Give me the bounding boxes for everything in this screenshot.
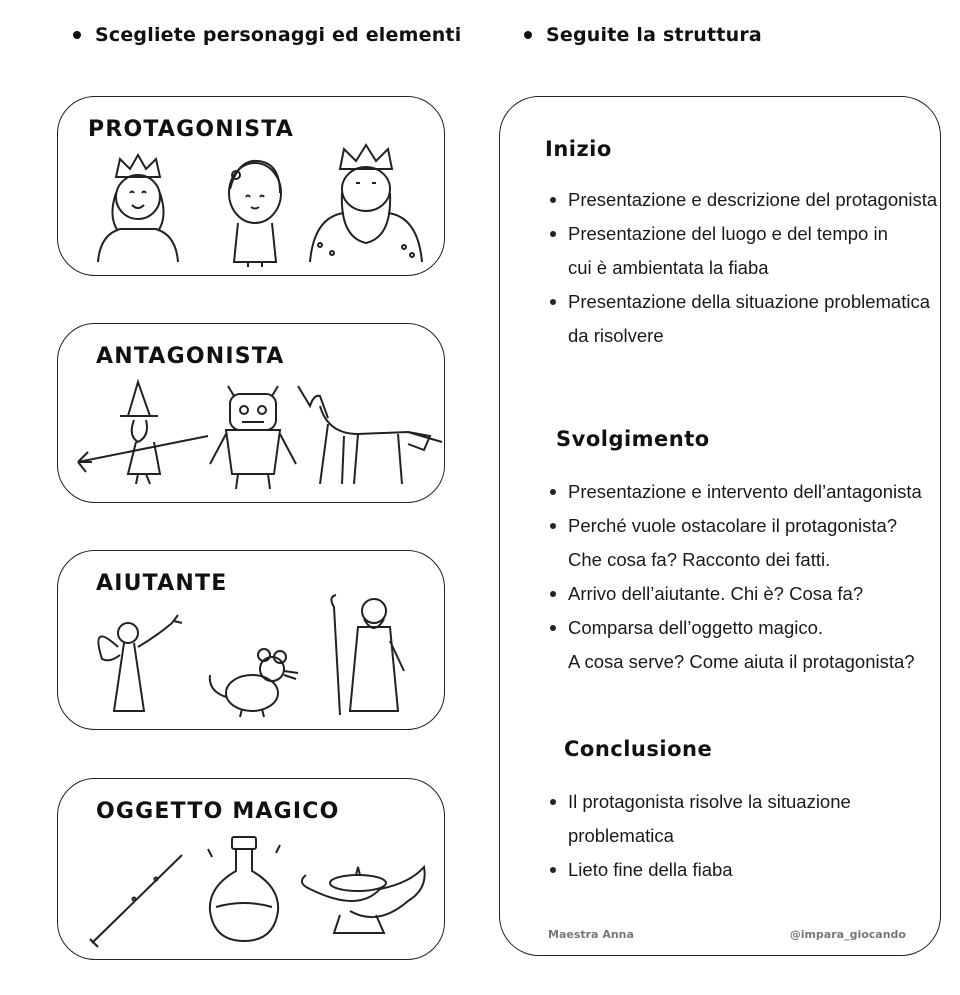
list-item: Arrivo dell’aiutante. Chi è? Cosa fa? — [548, 577, 922, 611]
header-right — [524, 24, 762, 46]
card-protagonista — [57, 96, 445, 276]
monster-icon — [210, 386, 296, 489]
bullet-dot — [73, 31, 81, 39]
header-left-text: Scegliete personaggi ed elementi — [95, 24, 462, 46]
list-item: Perché vuole ostacolare il protagonista? Che cosa fa? Racconto dei fatti. — [548, 509, 922, 577]
fairy-icon — [98, 615, 182, 711]
structure-panel — [499, 96, 941, 956]
list-item: Presentazione e descrizione del protagonista — [548, 183, 937, 217]
header-right-text: Seguite la struttura — [546, 24, 762, 46]
section-title-conclusione: Conclusione — [564, 737, 713, 761]
mouse-icon — [210, 649, 298, 717]
girl-icon — [229, 161, 281, 267]
witch-on-broom-icon — [78, 382, 208, 484]
footer-author: Maestra Anna — [548, 928, 634, 941]
potion-bottle-icon — [208, 837, 280, 941]
list-svolgimento — [548, 475, 922, 679]
list-item: Il protagonista risolve la situazione problematica — [548, 785, 851, 853]
header-left — [73, 24, 461, 46]
old-man-with-staff-icon — [331, 595, 404, 715]
list-conclusione — [548, 785, 851, 887]
wolf-icon — [298, 386, 442, 484]
card-title: PROTAGONISTA — [88, 117, 295, 142]
bullet-dot — [524, 31, 532, 39]
list-item: Presentazione del luogo e del tempo in cui è ambientata la fiaba — [548, 217, 937, 285]
card-aiutante — [57, 550, 445, 730]
list-inizio — [548, 183, 937, 353]
card-title: OGGETTO MAGICO — [96, 799, 340, 824]
card-title: ANTAGONISTA — [96, 344, 285, 369]
section-title-inizio: Inizio — [545, 137, 612, 161]
magic-lamp-icon — [302, 867, 425, 933]
list-item: Comparsa dell’oggetto magico. A cosa serve? Come aiuta il protagonista? — [548, 611, 922, 679]
list-item: Presentazione della situazione problematica da risolvere — [548, 285, 937, 353]
footer-handle: @impara_giocando — [789, 928, 906, 941]
princess-icon — [98, 155, 178, 262]
card-title: AIUTANTE — [96, 571, 228, 596]
list-item: Lieto fine della fiaba — [548, 853, 851, 887]
magic-wand-icon — [90, 855, 182, 947]
section-title-svolgimento: Svolgimento — [556, 427, 710, 451]
king-icon — [310, 145, 422, 262]
list-item: Presentazione e intervento dell’antagonista — [548, 475, 922, 509]
card-antagonista — [57, 323, 445, 503]
card-oggetto-magico — [57, 778, 445, 960]
